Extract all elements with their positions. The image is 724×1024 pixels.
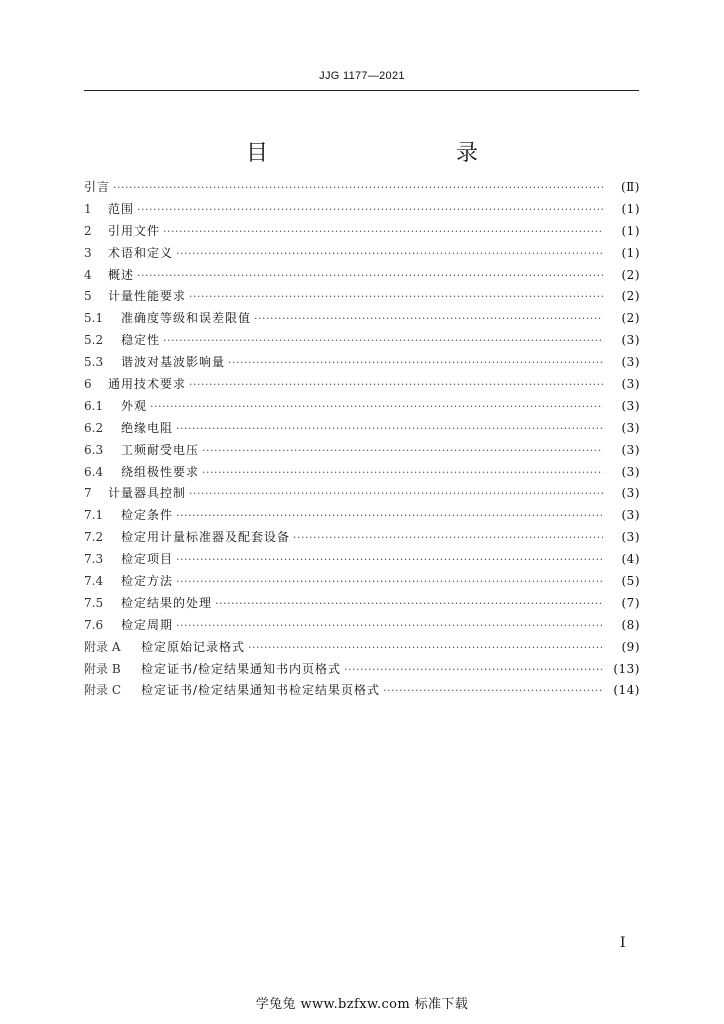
dot-leader xyxy=(137,199,603,221)
toc-entry-title: 稳定性 xyxy=(121,333,161,348)
toc-entry[interactable] xyxy=(84,330,640,352)
toc-entry-page: (3) xyxy=(621,486,640,501)
dot-leader xyxy=(176,549,603,571)
toc-entry-number: 6.3 xyxy=(84,442,104,457)
toc-entry-page: (5) xyxy=(621,574,640,589)
toc-entry[interactable] xyxy=(84,637,640,659)
dot-leader xyxy=(228,352,603,374)
toc-entry-number: 附录 C xyxy=(84,683,121,698)
toc-entry-number: 6.1 xyxy=(84,398,104,413)
toc-entry-number: 7 xyxy=(84,486,92,501)
dot-leader xyxy=(248,637,603,659)
toc-entry[interactable] xyxy=(84,680,640,702)
toc-entry-title: 范围 xyxy=(108,201,135,216)
toc-entry-number: 5.3 xyxy=(84,355,104,370)
toc-entry-page: (3) xyxy=(621,420,640,435)
toc-entry-number: 6.2 xyxy=(84,420,104,435)
toc-entry-title: 谐波对基波影响量 xyxy=(121,355,226,370)
toc-entry-page: (2) xyxy=(621,311,640,326)
dot-leader xyxy=(254,308,603,330)
toc-entry-page: (1) xyxy=(621,201,640,216)
toc-entry-title: 引言 xyxy=(84,180,111,194)
toc-entry-number: 5.1 xyxy=(84,311,104,326)
dot-leader xyxy=(293,527,603,549)
toc-entry[interactable] xyxy=(84,659,640,681)
toc-entry-title: 检定用计量标准器及配套设备 xyxy=(121,530,291,545)
toc-entry-page: (Ⅱ) xyxy=(620,180,640,194)
toc-entry[interactable] xyxy=(84,243,640,265)
toc-entry[interactable] xyxy=(84,462,640,484)
toc-entry-number: 2 xyxy=(84,223,92,238)
toc-entry-page: (3) xyxy=(621,508,640,523)
toc-entry-page: (2) xyxy=(621,267,640,282)
toc-entry[interactable] xyxy=(84,440,640,462)
toc-entry-number: 5.2 xyxy=(84,333,104,348)
dot-leader xyxy=(189,286,603,308)
toc-entry[interactable] xyxy=(84,483,640,505)
toc-entry-number: 7.5 xyxy=(84,595,104,610)
toc-entry-page: (4) xyxy=(621,552,640,567)
toc-entry[interactable] xyxy=(84,505,640,527)
toc-entry-title: 准确度等级和误差限值 xyxy=(121,311,252,326)
dot-leader xyxy=(163,330,603,352)
toc-entry-page: (9) xyxy=(621,639,640,654)
standard-code-header: JJG 1177—2021 xyxy=(319,70,405,82)
dot-leader xyxy=(176,505,603,527)
toc-entry-title: 检定项目 xyxy=(121,552,174,567)
dot-leader xyxy=(202,440,603,462)
toc-entry-number: 3 xyxy=(84,245,92,260)
toc-entry-number: 5 xyxy=(84,289,92,304)
toc-entry[interactable] xyxy=(84,418,640,440)
dot-leader xyxy=(176,571,603,593)
toc-entry-title: 检定方法 xyxy=(121,574,174,589)
toc-entry-page: (3) xyxy=(621,333,640,348)
toc-entry[interactable] xyxy=(84,549,640,571)
header-divider xyxy=(84,90,639,91)
toc-entry[interactable] xyxy=(84,396,640,418)
toc-entry[interactable] xyxy=(84,221,640,243)
toc-entry-title: 工频耐受电压 xyxy=(121,442,200,457)
toc-entry-number: 4 xyxy=(84,267,92,282)
toc-entry-page: (14) xyxy=(613,683,640,698)
toc-entry-title: 检定周期 xyxy=(121,617,174,632)
dot-leader xyxy=(202,462,603,484)
toc-entry-title: 检定原始记录格式 xyxy=(141,639,246,654)
toc-entry-page: (13) xyxy=(613,661,640,676)
toc-entry-page: (3) xyxy=(621,530,640,545)
toc-entry-number: 1 xyxy=(84,201,92,216)
toc-entry-page: (8) xyxy=(621,617,640,632)
toc-entry[interactable] xyxy=(84,527,640,549)
page-number: I xyxy=(620,935,626,951)
toc-entry-number: 7.2 xyxy=(84,530,104,545)
toc-entry[interactable] xyxy=(84,199,640,221)
toc-entry-title: 检定结果的处理 xyxy=(121,595,213,610)
dot-leader xyxy=(189,483,603,505)
watermark-text: 学兔兔 www.bzfxw.com 标准下载 xyxy=(255,997,469,1012)
toc-entry-title: 计量器具控制 xyxy=(108,486,187,501)
toc-entry-title: 术语和定义 xyxy=(108,245,174,260)
toc-entry-page: (1) xyxy=(621,223,640,238)
dot-leader xyxy=(163,221,603,243)
dot-leader xyxy=(176,418,603,440)
toc-entry-title: 检定证书/检定结果通知书内页格式 xyxy=(141,661,342,676)
toc-entry[interactable] xyxy=(84,352,640,374)
toc-entry-page: (3) xyxy=(621,442,640,457)
toc-entry-number: 附录 B xyxy=(84,661,121,676)
toc-entry[interactable] xyxy=(84,593,640,615)
dot-leader xyxy=(113,177,603,199)
toc-entry-title: 引用文件 xyxy=(108,223,161,238)
dot-leader xyxy=(383,680,603,702)
toc-entry-title: 通用技术要求 xyxy=(108,377,187,392)
dot-leader xyxy=(176,243,603,265)
toc-entry-title: 概述 xyxy=(108,267,135,282)
toc-entry-title: 检定条件 xyxy=(121,508,174,523)
dot-leader xyxy=(137,265,603,287)
page-title: 目 录 xyxy=(245,140,526,166)
dot-leader xyxy=(215,593,603,615)
toc-entry-page: (2) xyxy=(621,289,640,304)
toc-entry-page: (1) xyxy=(621,245,640,260)
toc-entry-title: 外观 xyxy=(121,398,148,413)
toc-entry[interactable] xyxy=(84,286,640,308)
dot-leader xyxy=(189,374,603,396)
toc-entry[interactable] xyxy=(84,571,640,593)
toc-entry-page: (3) xyxy=(621,464,640,479)
dot-leader xyxy=(150,396,603,418)
toc-entry-number: 6 xyxy=(84,377,92,392)
toc-entry-number: 附录 A xyxy=(84,639,121,654)
dot-leader xyxy=(176,615,603,637)
toc-entry-page: (3) xyxy=(621,377,640,392)
toc-entry-number: 7.1 xyxy=(84,508,104,523)
toc-entry-number: 7.4 xyxy=(84,574,104,589)
toc-entry-number: 7.6 xyxy=(84,617,104,632)
toc-entry-page: (3) xyxy=(621,355,640,370)
toc-entry-title: 绝缘电阻 xyxy=(121,420,174,435)
toc-entry-number: 7.3 xyxy=(84,552,104,567)
toc-entry[interactable] xyxy=(84,265,640,287)
toc-entry-page: (3) xyxy=(621,398,640,413)
toc-entry-title: 检定证书/检定结果通知书检定结果页格式 xyxy=(141,683,381,698)
toc-entry-title: 计量性能要求 xyxy=(108,289,187,304)
toc-entry-title: 绕组极性要求 xyxy=(121,464,200,479)
toc-entry[interactable] xyxy=(84,374,640,396)
toc-entry[interactable] xyxy=(84,615,640,637)
toc-entry[interactable] xyxy=(84,177,640,199)
toc-entry-number: 6.4 xyxy=(84,464,104,479)
table-of-contents xyxy=(84,177,640,702)
dot-leader xyxy=(344,659,603,681)
toc-entry-page: (7) xyxy=(621,595,640,610)
toc-entry[interactable] xyxy=(84,308,640,330)
